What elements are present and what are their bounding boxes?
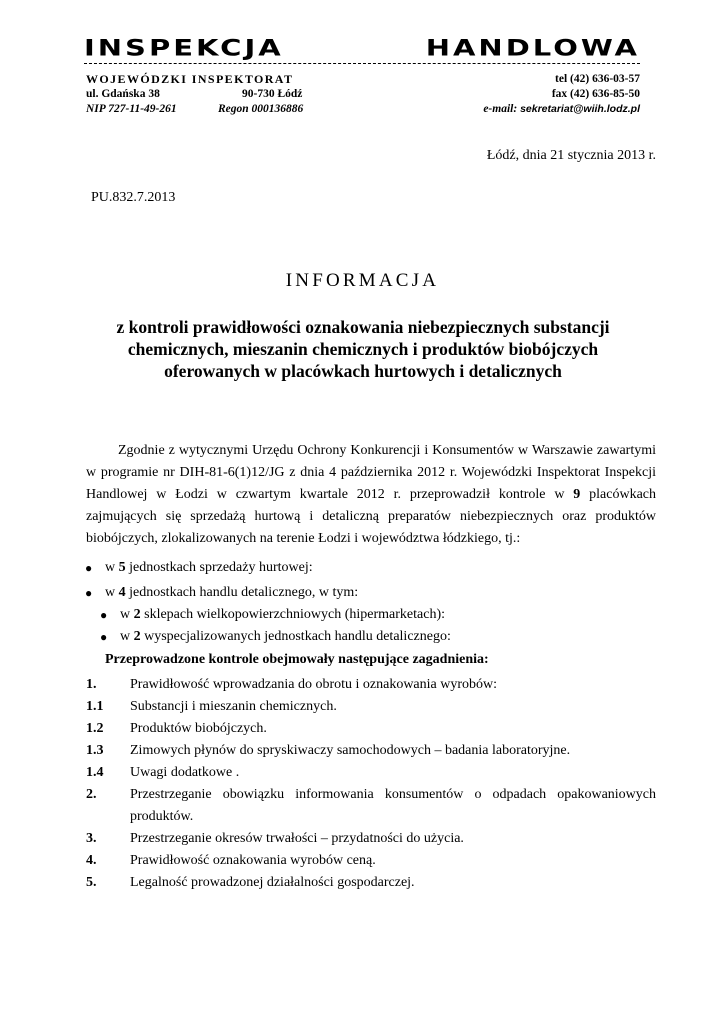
item-text: Przestrzeganie obowiązku informowania konsumentów o odpadach opakowaniowych produktów. [130,787,656,824]
intro-text-1: Zgodnie z wytycznymi Urzędu Ochrony Konkurencji i Konsumentów w Warszawie zawartymi w programie nr DIH-81-6(1)12/JG z dnia 4 października 2012 r. Wojewódzki Inspektorat Inspekcji Handlowej w Łodzi w czwartym kwartale 2012 r. przeprowadził kontrole w [86,443,656,502]
logo-inspekcja-handlowa [84,36,640,59]
item-text: Przestrzeganie okresów trwałości – przydatności do użycia. [130,831,464,846]
letterhead-row-1 [86,72,640,86]
item-number: 3. [86,831,97,846]
item-number: 1. [86,677,97,692]
nip-number: NIP 727-11-49-261 [86,103,177,115]
scope-heading: Przeprowadzone kontrole obejmowały następujące zagadnienia: [105,652,489,667]
postal-address: 90-730 Łódź [242,88,303,100]
item-text: Prawidłowość wprowadzania do obrotu i oznakowania wyrobów: [130,677,498,692]
logo-word-2: HANDLOWA [425,34,640,61]
street-address: ul. Gdańska 38 [86,88,160,100]
logo-word-1: INSPEKCJA [84,34,284,61]
document-heading: INFORMACJA [285,270,440,291]
letterhead-divider [84,63,640,64]
item-number: 1.2 [86,721,104,736]
item-text: Prawidłowość oznakowania wyrobów ceną. [130,853,376,868]
list-item: ● w 4 jednostkach handlu detalicznego, w tym: [105,583,358,603]
regon-number: Regon 000136886 [218,103,304,115]
item-text: Zimowych płynów do spryskiwaczy samochodowych – badania laboratoryjne. [130,743,571,758]
item-number: 1.4 [86,765,104,780]
intro-count: 9 [573,487,581,502]
item-text: Produktów biobójczych. [130,721,267,736]
intro-text-2: placówkach zajmujących się sprzedażą hurtową i detaliczną preparatów niebezpiecznych oraz produktów biobójczych, zlokalizowanych na terenie Łodzi i województwa łódzkiego, tj.: [86,487,657,546]
list-item-nested: ● w 2 wyspecjalizowanych jednostkach handlu detalicznego: [120,627,451,647]
bullet-icon: ● [100,608,108,622]
document-subtitle: z kontroli prawidłowości oznakowania niebezpiecznych substancji chemicznych, mieszanin chemicznych i produktów biobójczych oferowanych w placówkach hurtowych i detalicznych [116,317,610,381]
list-item: ● w 5 jednostkach sprzedaży hurtowej: [105,558,313,578]
list-item-nested: ● w 2 sklepach wielkopowierzchniowych (hipermarketach): [120,605,445,625]
item-number: 1.1 [86,699,104,714]
letterhead-row-3 [86,102,640,116]
item-text: Legalność prowadzonej działalności gospodarczej. [130,875,415,890]
item-number: 4. [86,853,97,868]
item-text: Substancji i mieszanin chemicznych. [130,699,337,714]
document-date: Łódź, dnia 21 stycznia 2013 r. [486,148,656,163]
bullet-icon: ● [85,561,93,575]
email-link[interactable]: sekretariat@wiih.lodz.pl [520,103,640,115]
phone-number: tel (42) 636-03-57 [555,73,640,85]
item-number: 5. [86,875,97,890]
office-name: WOJEWÓDZKI INSPEKTORAT [86,72,294,86]
fax-number: fax (42) 636-85-50 [551,88,640,100]
bullet-icon: ● [85,586,93,600]
intro-paragraph [86,440,656,550]
item-text: Uwagi dodatkowe . [130,765,240,780]
item-number: 2. [86,787,97,802]
item-number: 1.3 [86,743,104,758]
letterhead-row-2 [86,87,640,101]
email-contact [483,102,640,116]
bullet-icon: ● [100,630,108,644]
email-label: e-mail: [483,103,521,115]
document-reference: PU.832.7.2013 [91,190,176,205]
